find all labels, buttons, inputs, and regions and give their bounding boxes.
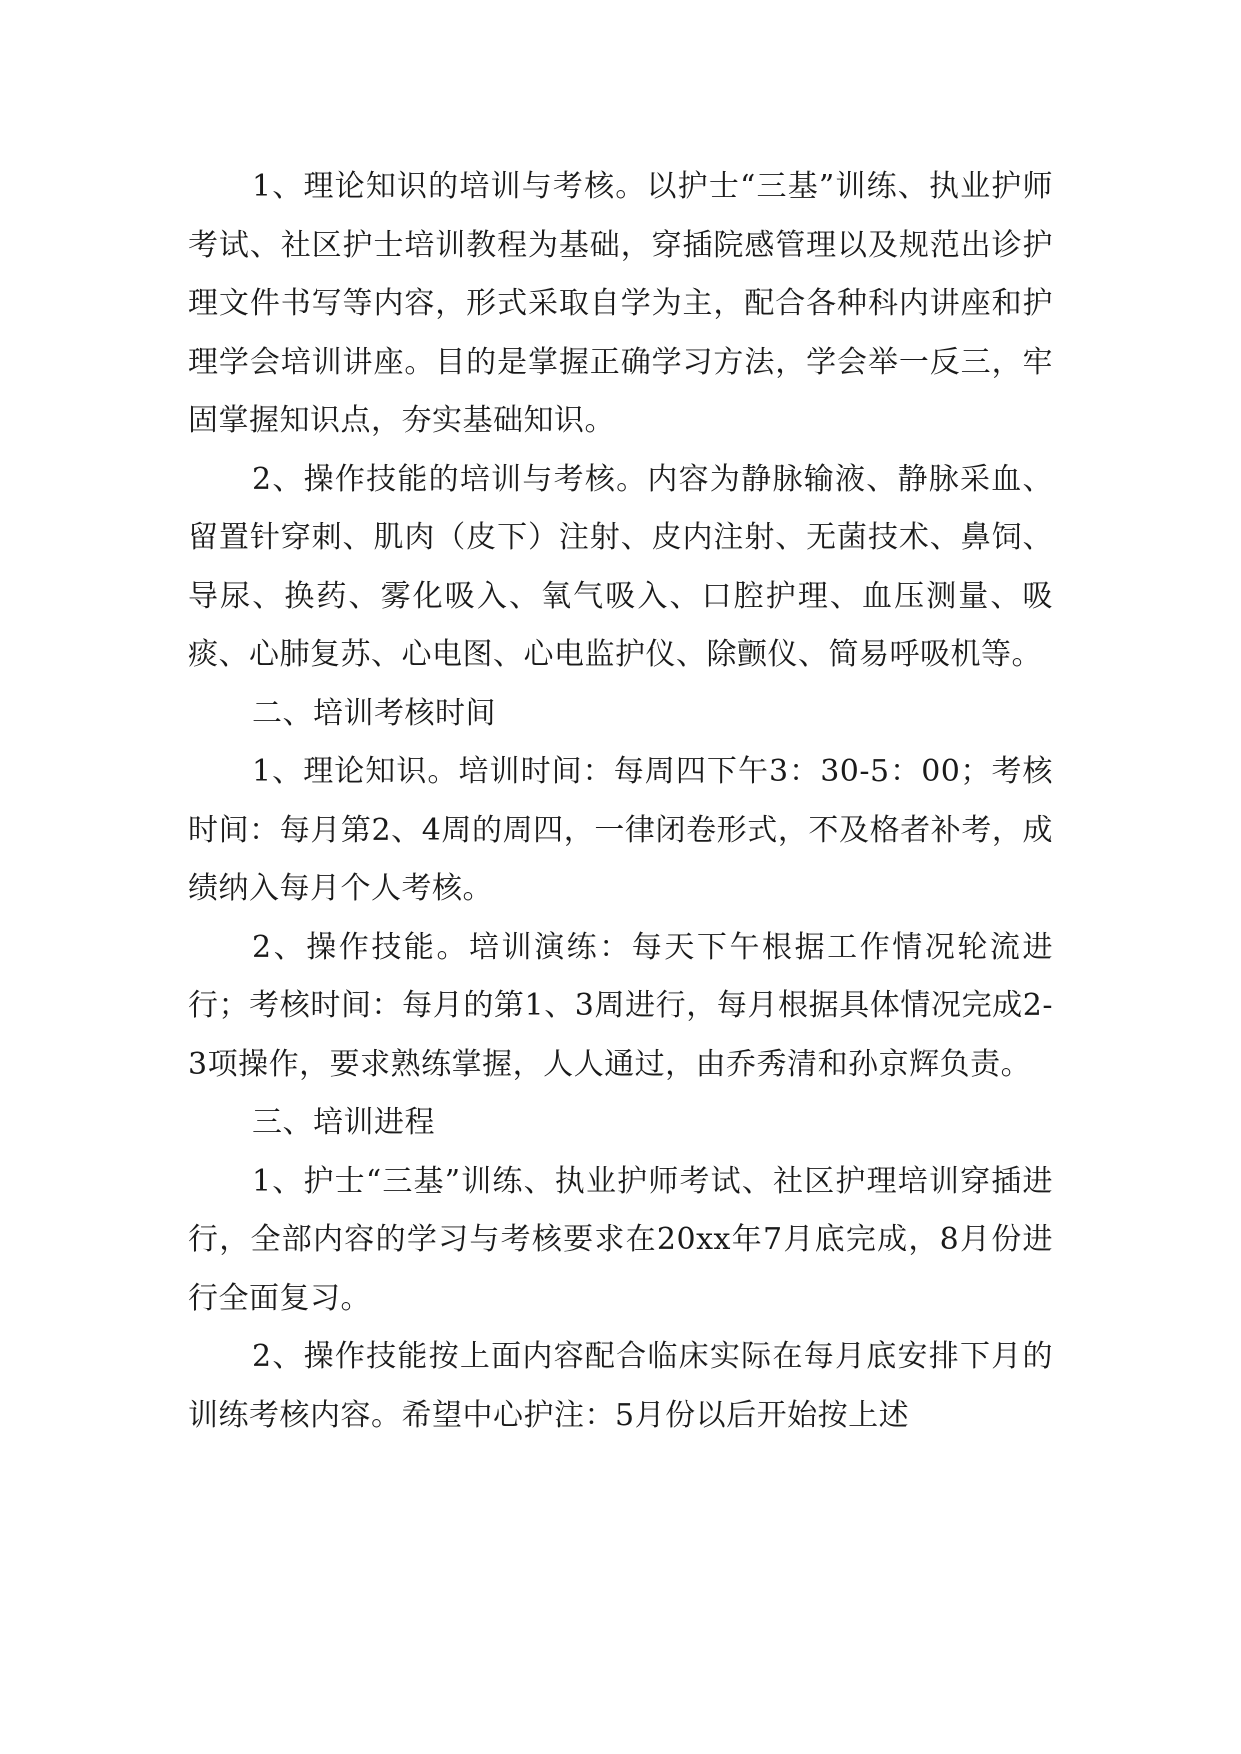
section-heading-schedule: 二、培训考核时间	[252, 695, 496, 731]
paragraph-progress-skills: 2、操作技能按上面内容配合临床实际在每月底安排下月的训练考核内容。希望中心护注：5月份以后开始按上述	[188, 1339, 1053, 1433]
paragraph-theory-training: 1、理论知识的培训与考核。以护士“三基”训练、执业护师考试、社区护士培训教程为基础，穿插院感管理以及规范出诊护理文件书写等内容，形式采取自学为主，配合各种科内讲座和护理学会培训讲座。目的是掌握正确学习方法，学会举一反三，牢固掌握知识点，夯实基础知识。	[188, 169, 1053, 438]
paragraph-progress-three-basics: 1、护士“三基”训练、执业护师考试、社区护理培训穿插进行，全部内容的学习与考核要求在20xx年7月底完成，8月份进行全面复习。	[188, 1163, 1053, 1316]
document-page	[188, 158, 1053, 1445]
paragraph-skill-training: 2、操作技能的培训与考核。内容为静脉输液、静脉采血、留置针穿刺、肌肉（皮下）注射、皮内注射、无菌技术、鼻饲、导尿、换药、雾化吸入、氧气吸入、口腔护理、血压测量、吸痰、心肺复苏、心电图、心电监护仪、除颤仪、简易呼吸机等。	[188, 461, 1053, 672]
paragraph-skill-schedule: 2、操作技能。培训演练：每天下午根据工作情况轮流进行；考核时间：每月的第1、3周进行，每月根据具体情况完成2-3项操作，要求熟练掌握，人人通过，由乔秀清和孙京辉负责。	[188, 929, 1053, 1082]
paragraph-theory-schedule: 1、理论知识。培训时间：每周四下午3：30-5：00；考核时间：每月第2、4周的周四，一律闭卷形式，不及格者补考，成绩纳入每月个人考核。	[188, 754, 1053, 906]
section-heading-progress: 三、培训进程	[252, 1105, 435, 1140]
